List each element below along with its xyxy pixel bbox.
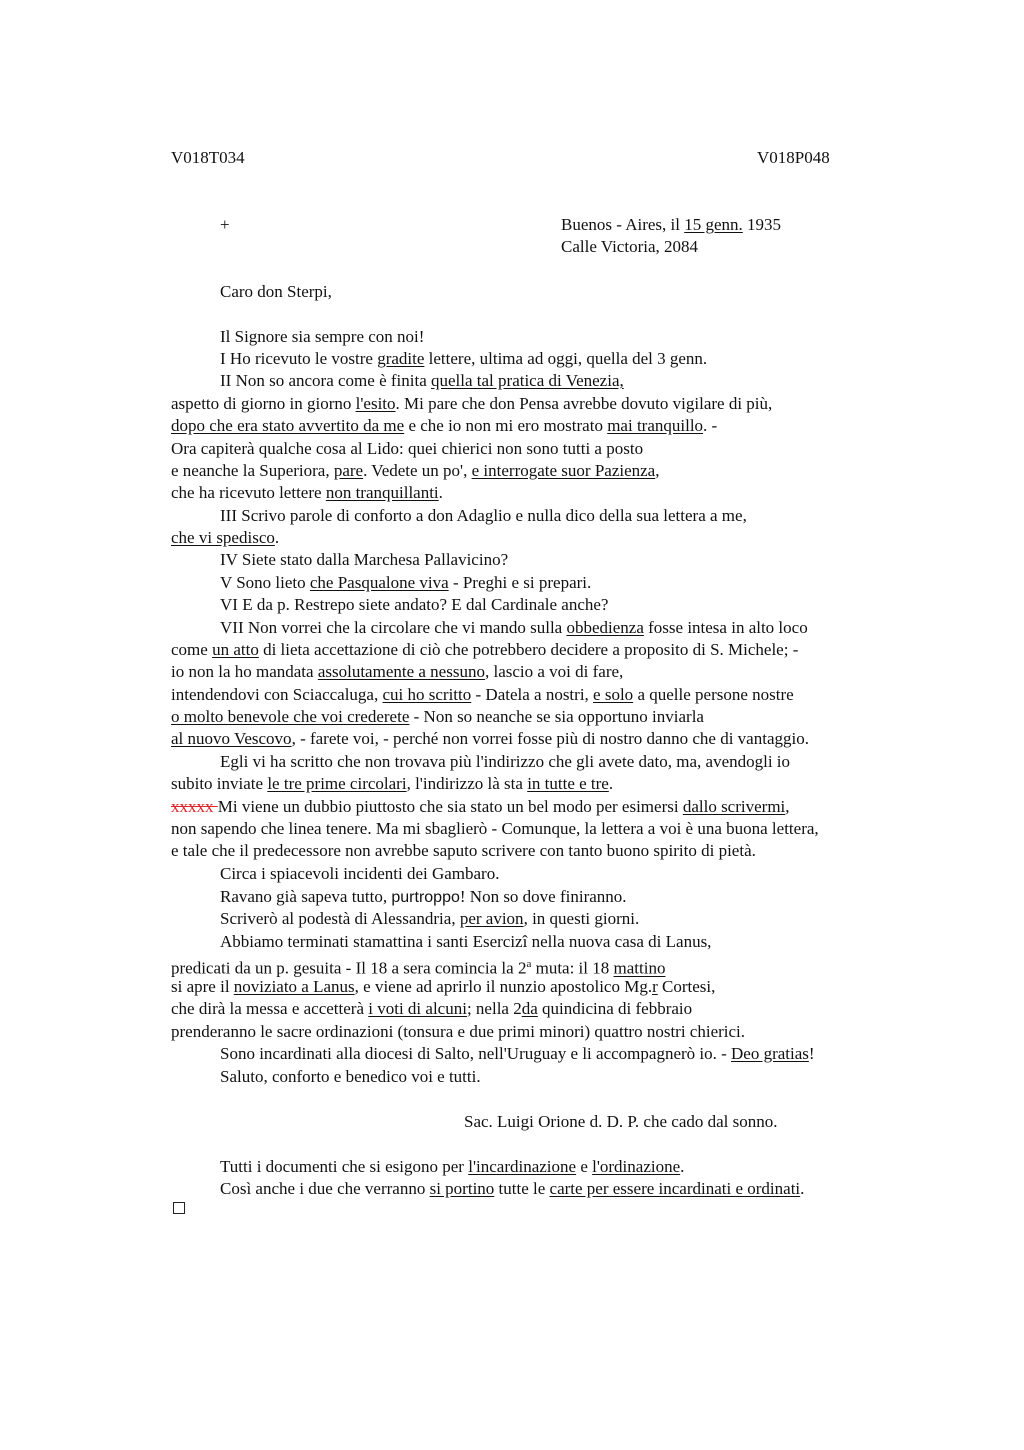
letter-line: subito inviate le tre prime circolari, l'indirizzo là sta in tutte e tre. bbox=[171, 774, 614, 793]
signature: Sac. Luigi Orione d. D. P. che cado dal sonno. bbox=[464, 1112, 778, 1131]
postscript-line: Così anche i due che verranno si portino tutte le carte per essere incardinati e ordinati. bbox=[220, 1179, 805, 1198]
letter-line: non sapendo che linea tenere. Ma mi sbaglierò - Comunque, la lettera a voi è una buona lettera, bbox=[171, 819, 819, 838]
letter-line: aspetto di giorno in giorno l'esito. Mi pare che don Pensa avrebbe dovuto vigilare di più, bbox=[171, 394, 773, 413]
letter-line: V Sono lieto che Pasqualone viva - Preghi e si prepari. bbox=[220, 573, 592, 592]
postscript-line: Tutti i documenti che si esigono per l'incardinazione e l'ordinazione. bbox=[220, 1157, 685, 1176]
letter-line: Abbiamo terminati stamattina i santi Esercizi nella nuova casa di Lanus, bbox=[220, 932, 712, 951]
letter-line: Saluto, conforto e benedico voi e tutti. bbox=[220, 1067, 481, 1086]
letter-line: Ora capiterà qualche cosa al Lido: quei chierici non sono tutti a posto bbox=[171, 439, 644, 458]
document-code-left: V018T034 bbox=[171, 148, 245, 167]
letter-line: VI E da p. Restrepo siete andato? E dal Cardinale anche? bbox=[220, 595, 609, 614]
letter-line: II Non so ancora come è finita quella tal pratica di Venezia, bbox=[220, 371, 624, 390]
place-date: Buenos - Aires, il 15 genn. 1935 bbox=[561, 215, 782, 234]
letter-line: intendendovi con Sciaccaluga, cui ho scritto - Datela a nostri, e solo a quelle persone nostre bbox=[171, 685, 794, 704]
letter-line: I Ho ricevuto le vostre gradite lettere, ultima ad oggi, quella del 3 genn. bbox=[220, 349, 708, 368]
salutation: Caro don Sterpi, bbox=[220, 282, 332, 301]
letter-line: io non la ho mandata assolutamente a nessuno, lascio a voi di fare, bbox=[171, 662, 624, 681]
letter-line: dopo che era stato avvertito da me e che io non mi ero mostrato mai tranquillo. - bbox=[171, 416, 718, 435]
letter-line: e tale che il predecessore non avrebbe saputo scrivere con tanto buono spirito di pietà. bbox=[171, 841, 756, 860]
address: Calle Victoria, 2084 bbox=[561, 237, 698, 256]
letter-line: si apre il noviziato a Lanus, e viene ad aprirlo il nunzio apostolico Mg.r Cortesi, bbox=[171, 977, 716, 996]
letter-line: IV Siete stato dalla Marchesa Pallavicino? bbox=[220, 550, 509, 569]
letter-line: che dirà la messa e accetterà i voti di alcuni; nella 2da quindicina di febbraio bbox=[171, 999, 693, 1018]
letter-line: Circa i spiacevoli incidenti dei Gambaro. bbox=[220, 864, 500, 883]
letter-line: o molto benevole che voi crederete - Non so neanche se sia opportuno inviarla bbox=[171, 707, 704, 726]
letter-line: che ha ricevuto lettere non tranquillanti. bbox=[171, 483, 443, 502]
letter-line: Il Signore sia sempre con noi! bbox=[220, 327, 425, 346]
letter-line: III Scrivo parole di conforto a don Adaglio e nulla dico della sua lettera a me, bbox=[220, 506, 747, 525]
letter-line: prenderanno le sacre ordinazioni (tonsura e due primi minori) quattro nostri chierici. bbox=[171, 1022, 746, 1041]
letter-line: xxxxx Mi viene un dubbio piuttosto che sia stato un bel modo per esimersi dallo scrivermi, bbox=[171, 797, 790, 816]
letter-line: che vi spedisco. bbox=[171, 528, 280, 547]
letter-line: Scriverò al podestà di Alessandria, per avion, in questi giorni. bbox=[220, 909, 640, 928]
document-code-right: V018P048 bbox=[757, 148, 830, 167]
letter-line: come un atto di lieta accettazione di ciò che potrebbero decidere a proposito di S. Michele; - bbox=[171, 640, 799, 659]
letter-line: Egli vi ha scritto che non trovava più l'indirizzo che gli avete dato, ma, avendogli io bbox=[220, 752, 791, 771]
letter-line: e neanche la Superiora, pare. Vedete un po', e interrogate suor Pazienza, bbox=[171, 461, 660, 480]
cross-symbol: + bbox=[220, 215, 230, 234]
letter-line: Sono incardinati alla diocesi di Salto, nell'Uruguay e li accompagnerò io. - Deo gratias! bbox=[220, 1044, 815, 1063]
checkbox-square-icon bbox=[173, 1202, 185, 1214]
struck-text: xxxxx bbox=[171, 797, 218, 816]
letter-line: Ravano già sapeva tutto, purtroppo! Non so dove finiranno. bbox=[220, 887, 627, 906]
letter-line: VII Non vorrei che la circolare che vi mando sulla obbedienza fosse intesa in alto loco bbox=[220, 618, 808, 637]
letter-line: predicati da un p. gesuita - Il 18 a sera comincia la 2$^a$ muta: il 18 mattino bbox=[171, 958, 666, 978]
letter-line: al nuovo Vescovo, - farete voi, - perché non vorrei fosse più di nostro danno che di vantaggio. bbox=[171, 729, 809, 748]
